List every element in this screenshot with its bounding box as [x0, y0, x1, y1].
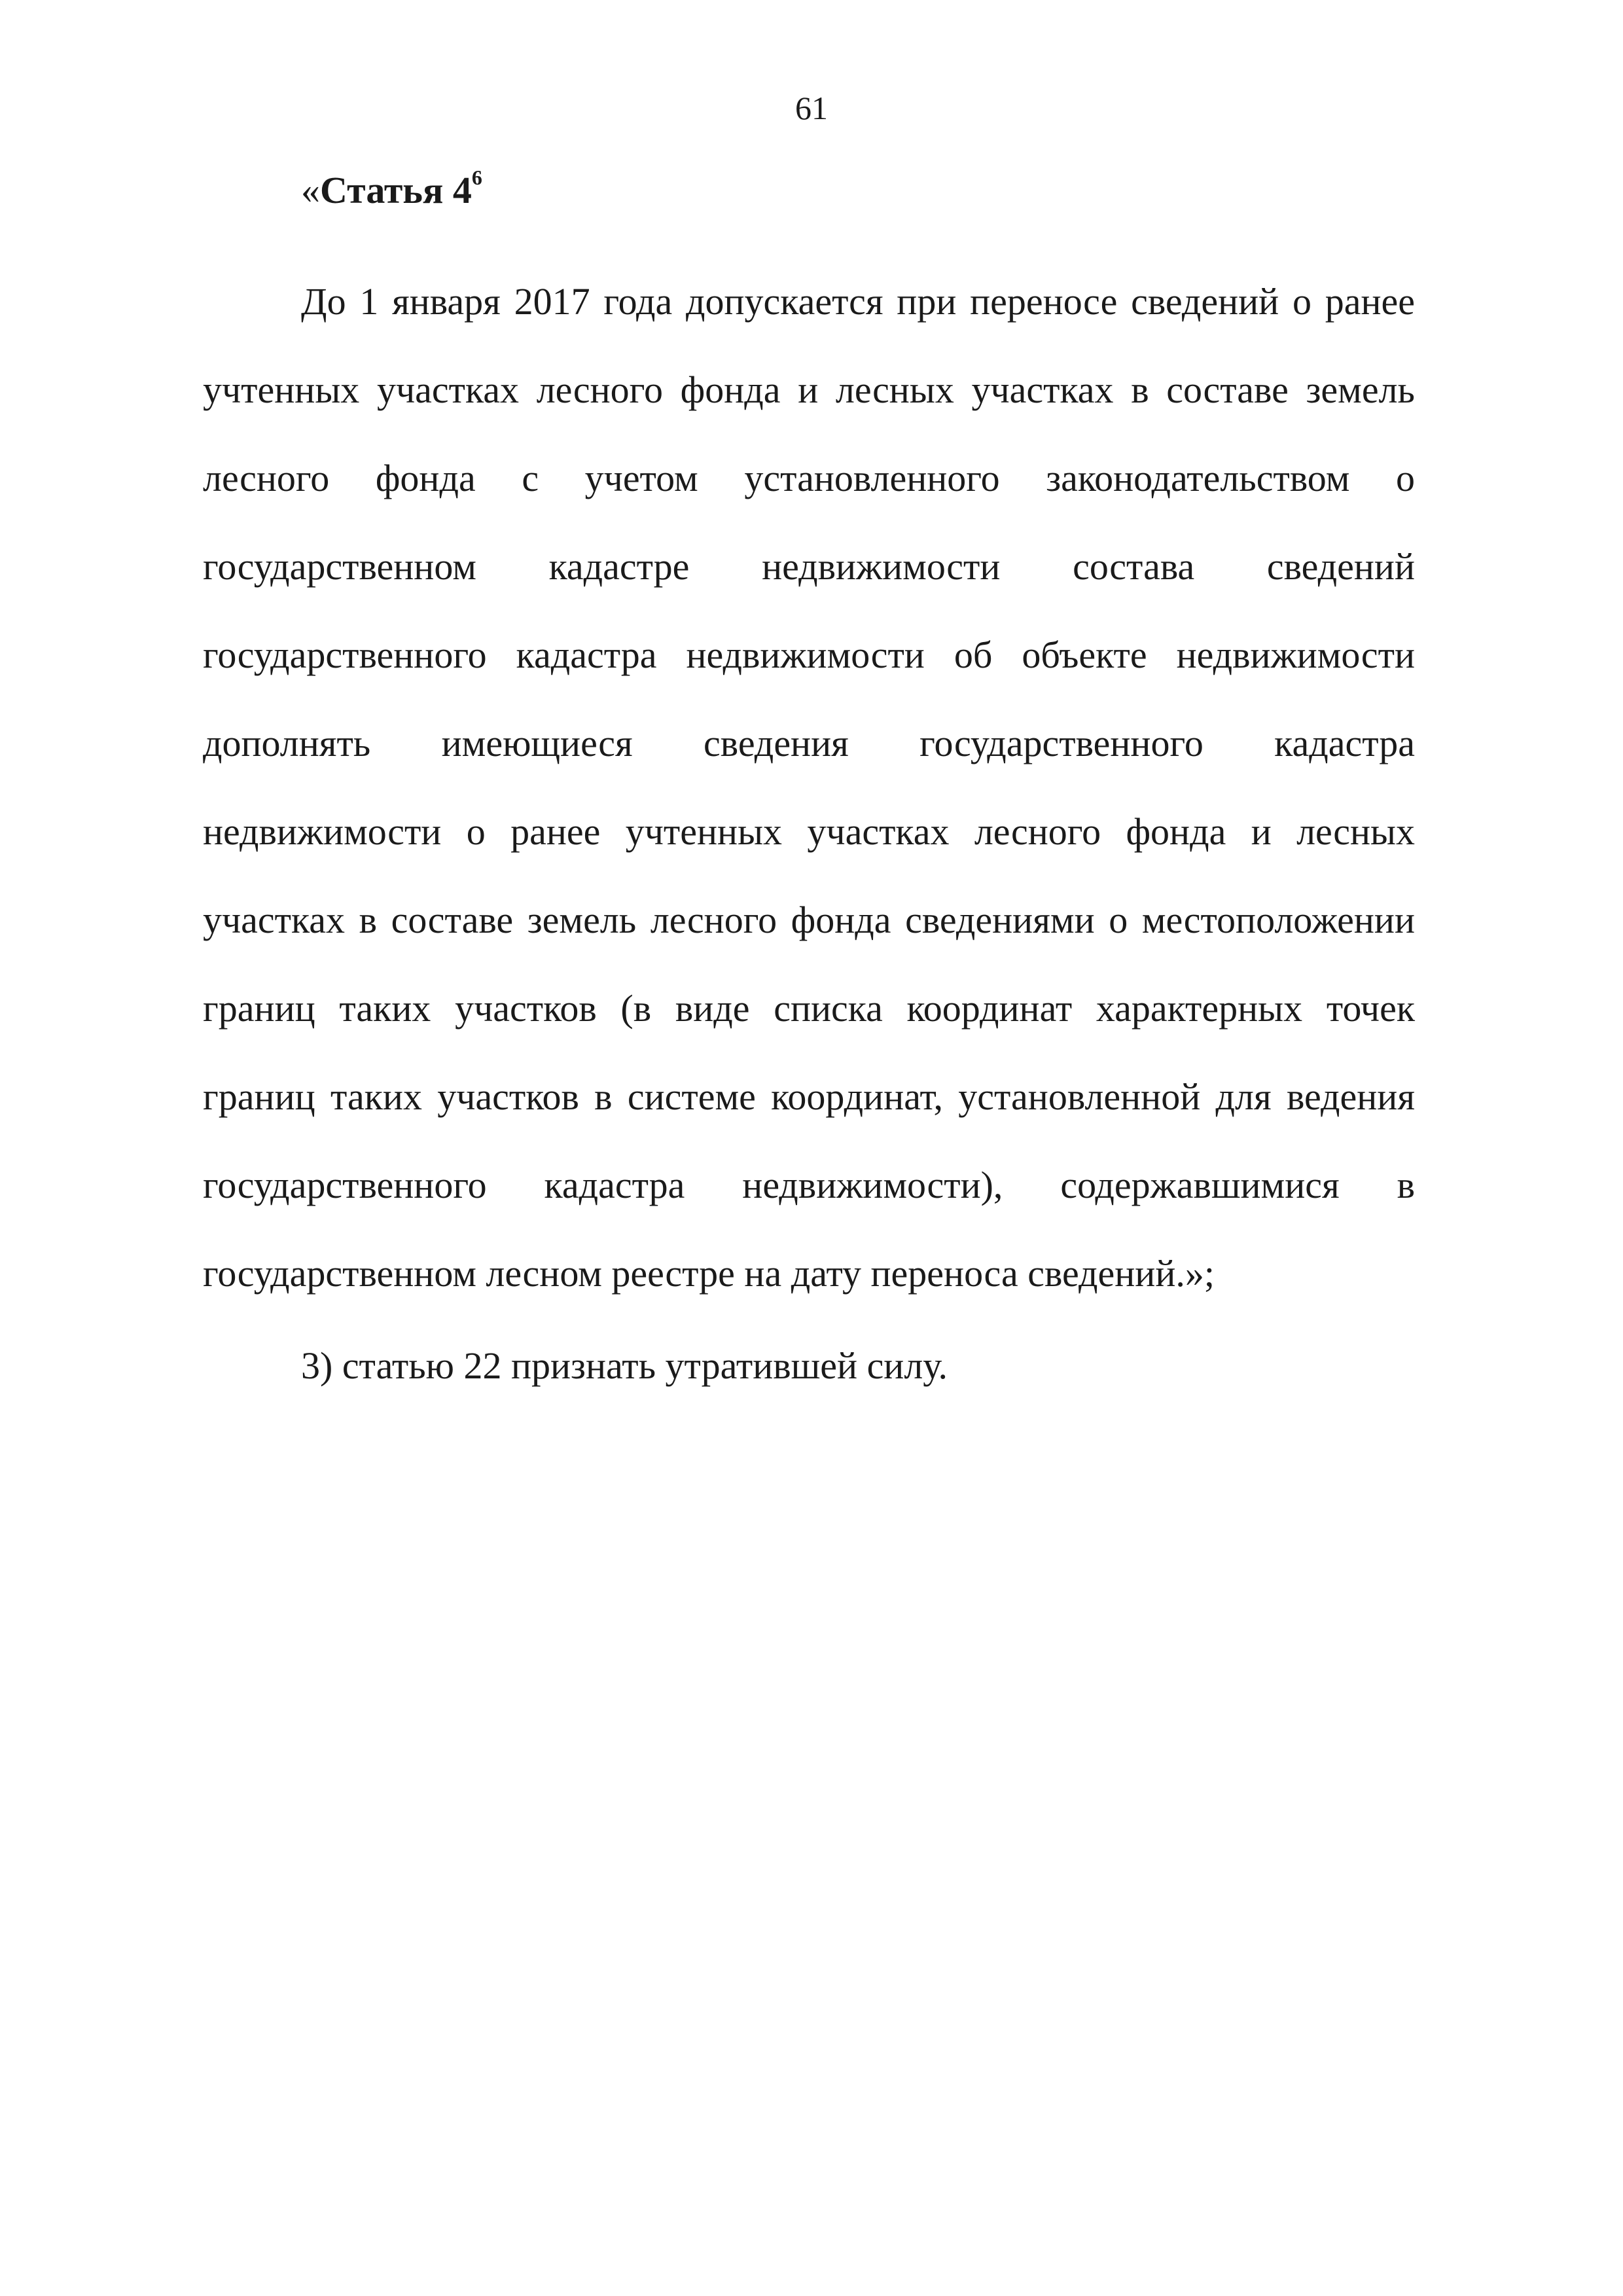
article-open-quote: « [301, 169, 320, 211]
article-superscript: 6 [471, 166, 482, 189]
article-title: Статья 4 [320, 169, 472, 211]
list-item: 3) статью 22 признать утратившей силу. [301, 1344, 948, 1387]
article-heading [301, 166, 482, 211]
article-paragraph: До 1 января 2017 года допускается при переносе сведений о ранее учтенных участках лесного фонда и лесных участках в составе земель лесного фонда с учетом установленного законодательством о государственном кадастре недвижимости состава сведений государственного кадастра недвижимости об объекте недвижимости дополнять имеющиеся сведения государственного кадастра недвижимости о ранее учтенных участках лесного фонда и лесных участках в составе земель лесного фонда сведениями о местоположении границ таких участков (в виде списка координат характерных точек границ таких участков в системе координат, установленной для ведения государственного кадастра недвижимости), содержавшимися в государственном лесном реестре на дату переноса сведений.»; [203, 280, 1415, 1295]
page-number: 61 [795, 90, 828, 126]
